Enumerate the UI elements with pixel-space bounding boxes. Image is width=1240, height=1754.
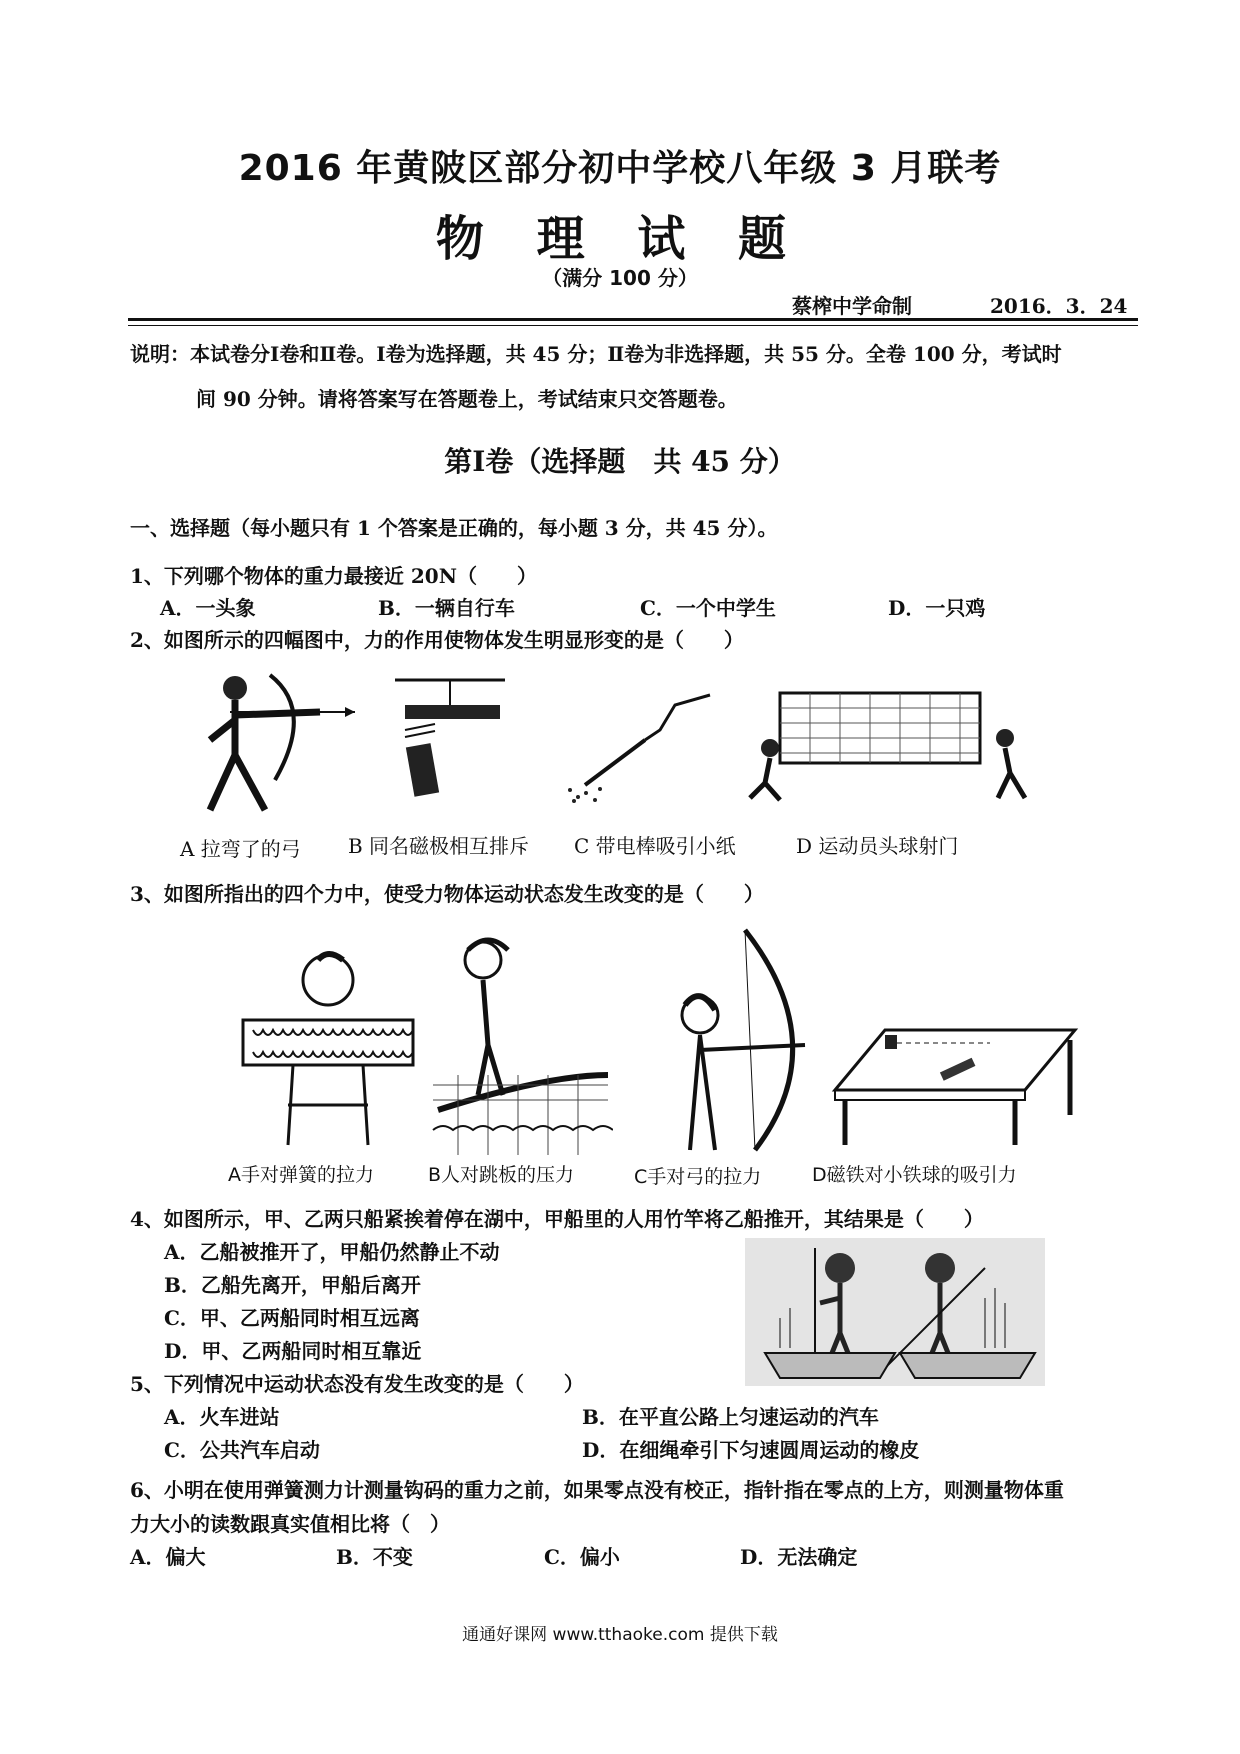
q1-stem: 1、下列哪个物体的重力最接近 20N（ ）: [130, 564, 537, 588]
q5-stem: 5、下列情况中运动状态没有发生改变的是（ ）: [130, 1372, 584, 1396]
footer-source: 通通好课网 www.tthaoke.com 提供下载: [462, 1625, 778, 1645]
exam-date: 2016．3．24: [990, 294, 1128, 318]
q5-option-b: B．在平直公路上匀速运动的汽车: [582, 1405, 879, 1429]
header-rule-thin: [128, 325, 1138, 326]
q4-option-d: D．甲、乙两船同时相互靠近: [164, 1339, 422, 1363]
q5-option-a: A．火车进站: [164, 1405, 280, 1429]
section1-heading: 一、选择题（每小题只有 1 个答案是正确的，每小题 3 分，共 45 分）。: [130, 516, 778, 540]
diving-board-figure: [428, 925, 613, 1155]
issuer: 蔡榨中学命制: [792, 294, 912, 318]
q5-option-c: C．公共汽车启动: [164, 1438, 320, 1462]
soccer-header-figure: [740, 688, 1060, 808]
q1-option-c: C．一个中学生: [640, 596, 776, 620]
q2-caption-a: A 拉弯了的弓: [180, 837, 301, 861]
magnets-figure: [390, 675, 510, 800]
q4-option-a: A．乙船被推开了，甲船仍然静止不动: [164, 1240, 500, 1264]
archer-pulling-bow-figure: [655, 920, 825, 1155]
q6-stem-line-2: 力大小的读数跟真实值相比将（ ）: [130, 1512, 450, 1536]
q6-option-c: C．偏小: [544, 1545, 620, 1569]
q6-option-b: B．不变: [336, 1545, 413, 1569]
q1-option-b: B．一辆自行车: [378, 596, 515, 620]
exam-title: 2016 年黄陂区部分初中学校八年级 3 月联考: [238, 148, 1002, 189]
q4-option-c: C．甲、乙两船同时相互远离: [164, 1306, 420, 1330]
charged-rod-figure: [560, 685, 730, 805]
q5-option-d: D．在细绳牵引下匀速圆周运动的橡皮: [582, 1438, 920, 1462]
q1-option-a: A．一头象: [160, 596, 256, 620]
instructions-line-2: 间 90 分钟。请将答案写在答题卷上，考试结束只交答题卷。: [196, 387, 738, 411]
q3-stem: 3、如图所指出的四个力中，使受力物体运动状态发生改变的是（ ）: [130, 882, 764, 906]
q2-stem: 2、如图所示的四幅图中，力的作用使物体发生明显形变的是（ ）: [130, 628, 744, 652]
q2-caption-c: C 带电棒吸引小纸: [574, 834, 736, 858]
q2-caption-d: D 运动员头球射门: [796, 834, 959, 858]
part1-heading: 第Ⅰ卷（选择题 共 45 分）: [444, 445, 796, 478]
boats-figure: [745, 1238, 1045, 1386]
q6-option-d: D．无法确定: [740, 1545, 858, 1569]
q6-stem-line-1: 6、小明在使用弹簧测力计测量钩码的重力之前，如果零点没有校正，指针指在零点的上方，则测量物体重: [130, 1478, 1064, 1502]
q3-caption-c: C手对弓的拉力: [634, 1166, 762, 1188]
q3-caption-a: A手对弹簧的拉力: [228, 1164, 374, 1186]
q3-caption-b: B人对跳板的压力: [428, 1164, 575, 1186]
magnet-table-figure: [830, 1025, 1080, 1150]
q4-option-b: B．乙船先离开，甲船后离开: [164, 1273, 421, 1297]
q4-stem: 4、如图所示，甲、乙两只船紧挨着停在湖中，甲船里的人用竹竿将乙船推开，其结果是（ ）: [130, 1207, 984, 1231]
q6-option-a: A．偏大: [130, 1545, 206, 1569]
exam-subject: 物 理 试 题: [435, 211, 805, 267]
header-rule-thick: [128, 318, 1138, 321]
archer-bow-figure: [190, 670, 370, 815]
q1-option-d: D．一只鸡: [888, 596, 986, 620]
q2-caption-b: B 同名磁极相互排斥: [348, 834, 530, 858]
full-score: （满分 100 分）: [542, 266, 698, 290]
instructions-line-1: 说明：本试卷分Ⅰ卷和Ⅱ卷。Ⅰ卷为选择题，共 45 分；Ⅱ卷为非选择题，共 55 分。全卷 100 分，考试时: [130, 342, 1062, 366]
spring-expander-figure: [238, 940, 418, 1150]
q3-caption-d: D磁铁对小铁球的吸引力: [812, 1164, 1017, 1186]
